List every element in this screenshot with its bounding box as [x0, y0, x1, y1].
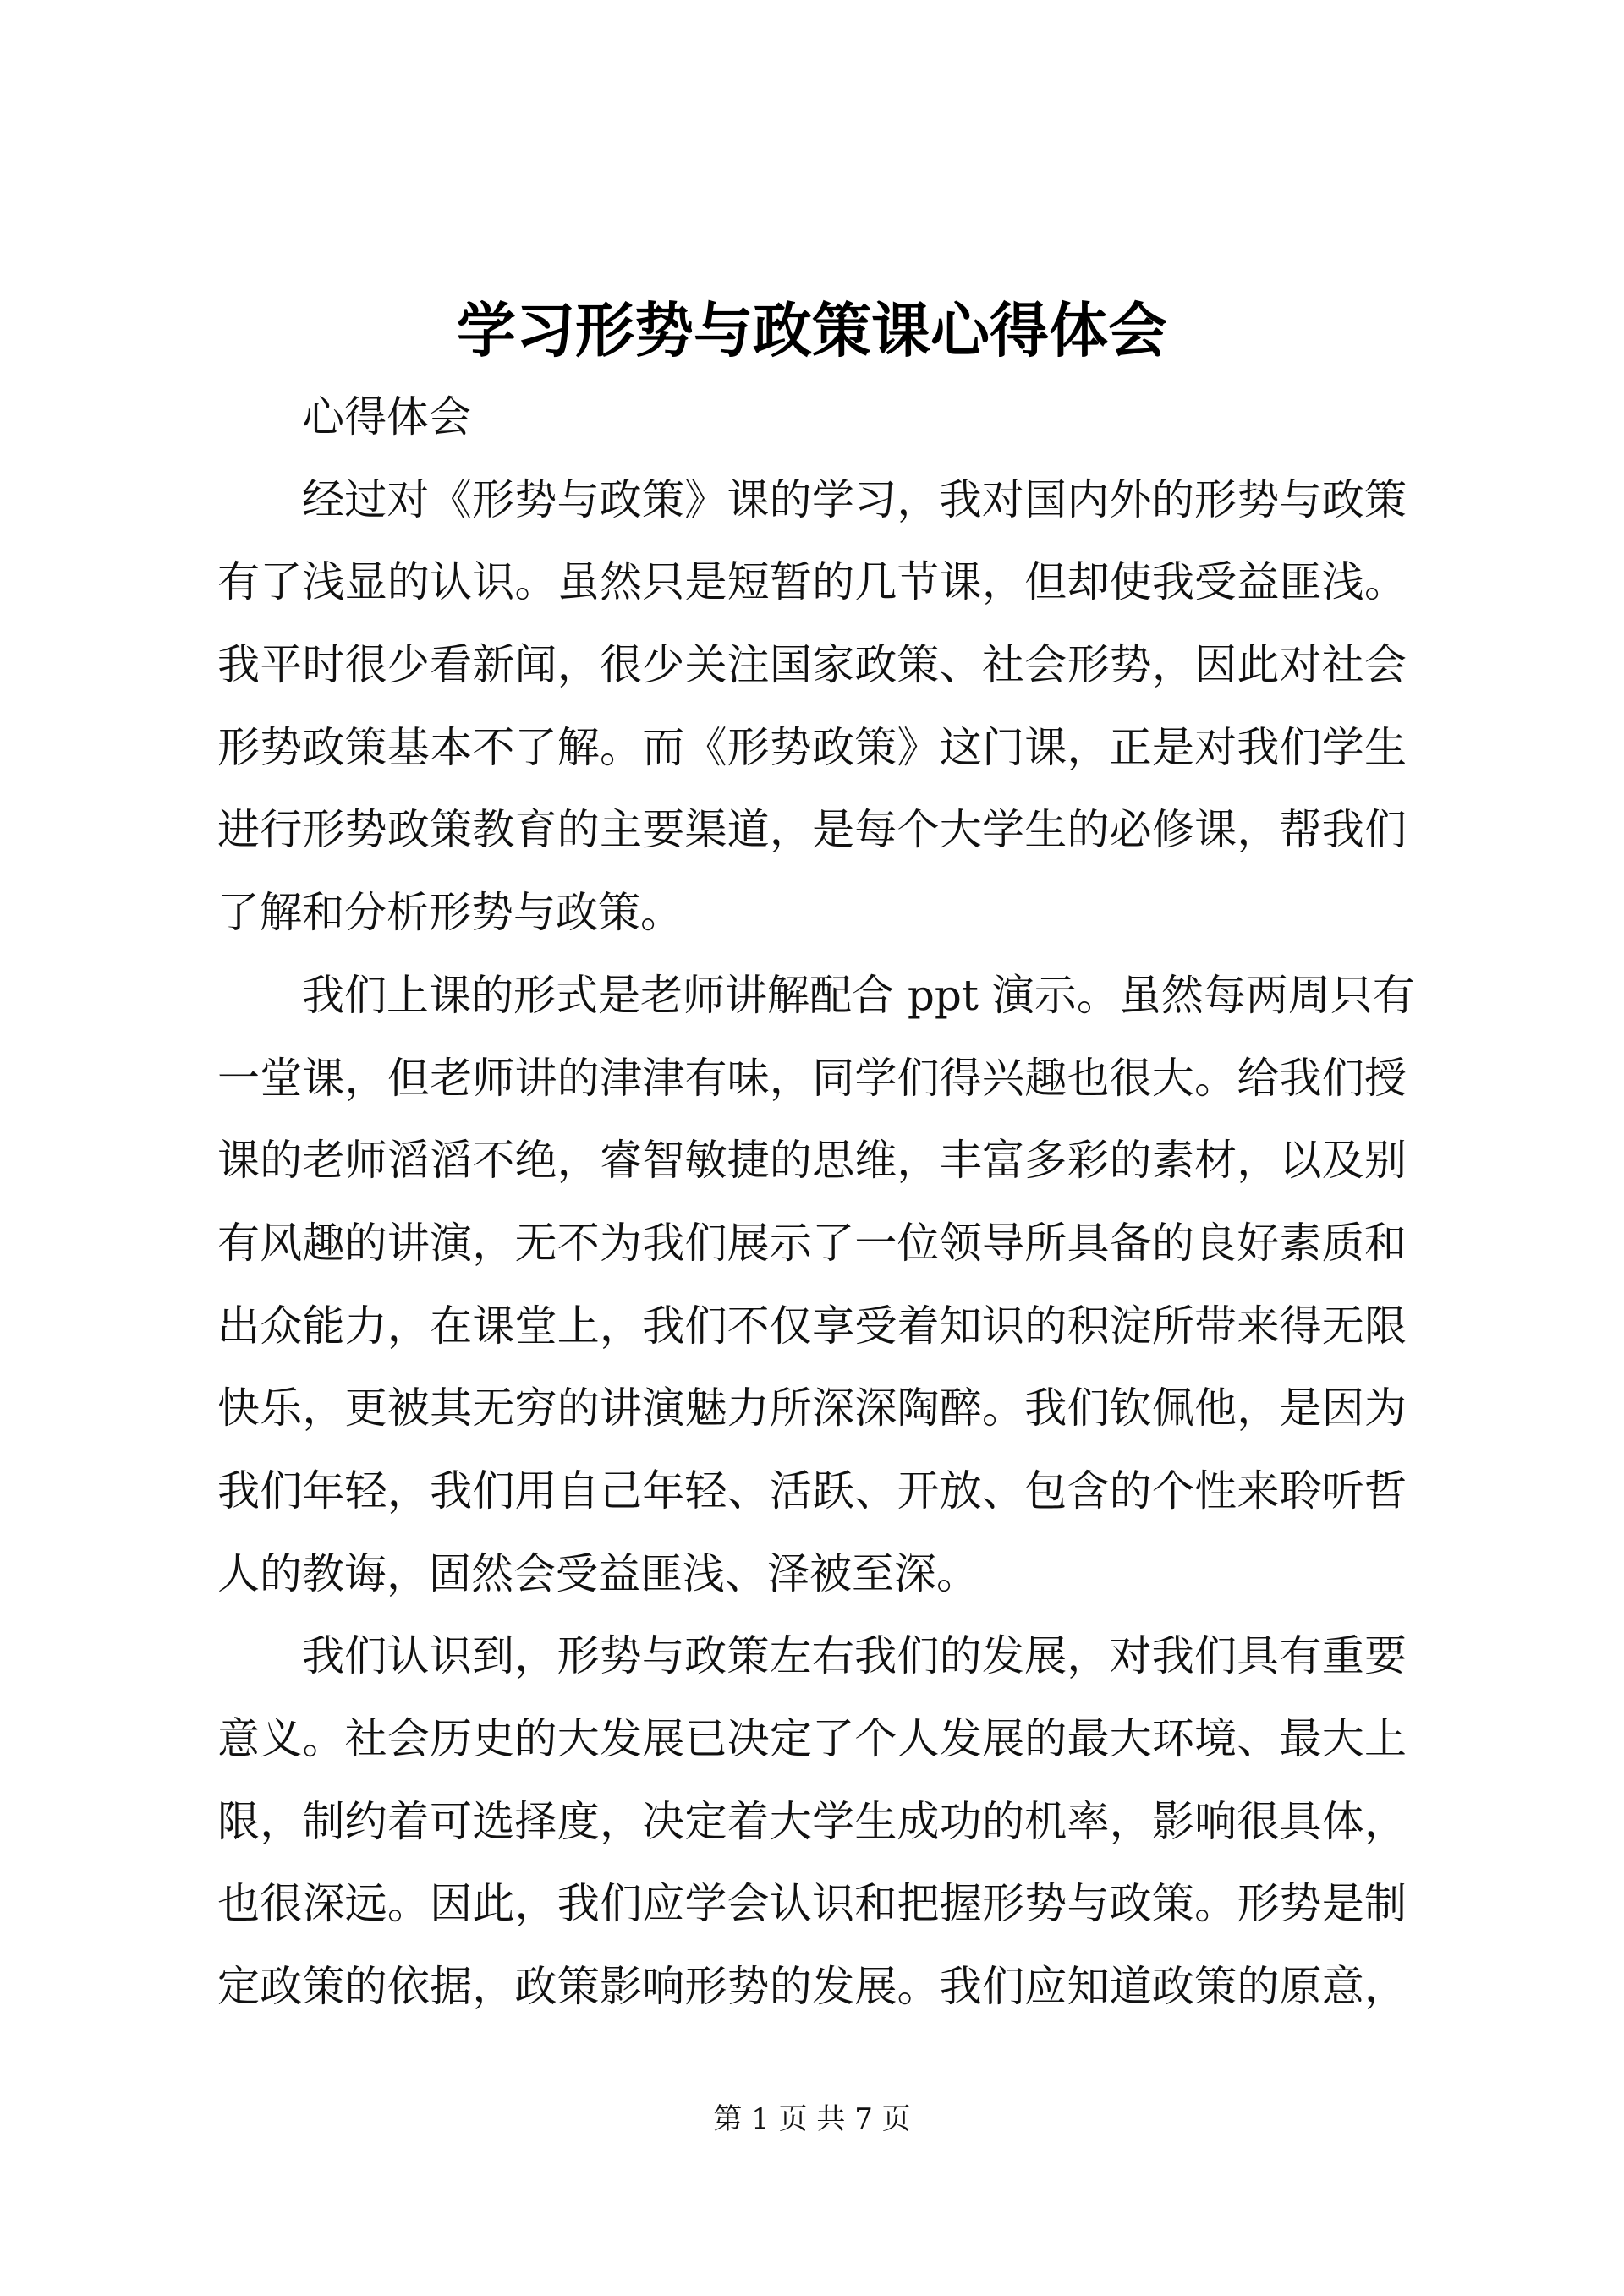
- paragraph-line: 我们年轻，我们用自己年轻、活跃、开放、包含的个性来聆听哲: [217, 1466, 1407, 1515]
- page-footer: 第 1 页 共 7 页: [713, 2102, 911, 2136]
- document-body: [217, 376, 1415, 2029]
- paragraph-line: 人的教诲，固然会受益匪浅、泽被至深。: [217, 1548, 979, 1598]
- paragraph: [217, 376, 1407, 459]
- paragraph-line: 经过对《形势与政策》课的学习，我对国内外的形势与政策: [302, 474, 1407, 524]
- paragraph: [217, 1615, 1407, 2028]
- paragraph-line: 了解和分析形势与政策。: [217, 888, 683, 938]
- paragraph-line: 我们上课的形式是老师讲解配合 ppt 演示。虽然每两周只有: [302, 970, 1415, 1020]
- paragraph-line: 我平时很少看新闻，很少关注国家政策、社会形势，因此对社会: [217, 640, 1407, 690]
- paragraph-line: 课的老师滔滔不绝，睿智敏捷的思维，丰富多彩的素材，以及别: [217, 1136, 1407, 1186]
- paragraph-line: 也很深远。因此，我们应学会认识和把握形势与政策。形势是制: [217, 1879, 1407, 1929]
- page-title: 学习形势与政策课心得体会: [457, 295, 1167, 365]
- paragraph-line: 形势政策基本不了解。而《形势政策》这门课，正是对我们学生: [217, 722, 1407, 772]
- paragraph: [217, 459, 1407, 955]
- paragraph-line: 意义。社会历史的大发展已决定了个人发展的最大环境、最大上: [217, 1714, 1407, 1763]
- paragraph-line: 一堂课，但老师讲的津津有味，同学们得兴趣也很大。给我们授: [217, 1053, 1407, 1103]
- paragraph-line: 有了浅显的认识。虽然只是短暂的几节课，但却使我受益匪浅。: [217, 557, 1407, 607]
- paragraph-line: 定政策的依据，政策影响形势的发展。我们应知道政策的原意，: [217, 1962, 1407, 2012]
- paragraph-line: 出众能力，在课堂上，我们不仅享受着知识的积淀所带来得无限: [217, 1301, 1407, 1351]
- paragraph-line: 心得体会: [302, 392, 471, 441]
- paragraph-line: 有风趣的讲演，无不为我们展示了一位领导所具备的良好素质和: [217, 1218, 1407, 1268]
- paragraph-line: 快乐，更被其无穷的讲演魅力所深深陶醉。我们钦佩他，是因为: [217, 1384, 1407, 1433]
- paragraph-line: 我们认识到，形势与政策左右我们的发展，对我们具有重要: [302, 1631, 1407, 1681]
- paragraph-line: 限，制约着可选择度，决定着大学生成功的机率，影响很具体，: [217, 1796, 1407, 1846]
- paragraph: [217, 955, 1415, 1616]
- paragraph-line: 进行形势政策教育的主要渠道，是每个大学生的必修课，帮我们: [217, 805, 1407, 855]
